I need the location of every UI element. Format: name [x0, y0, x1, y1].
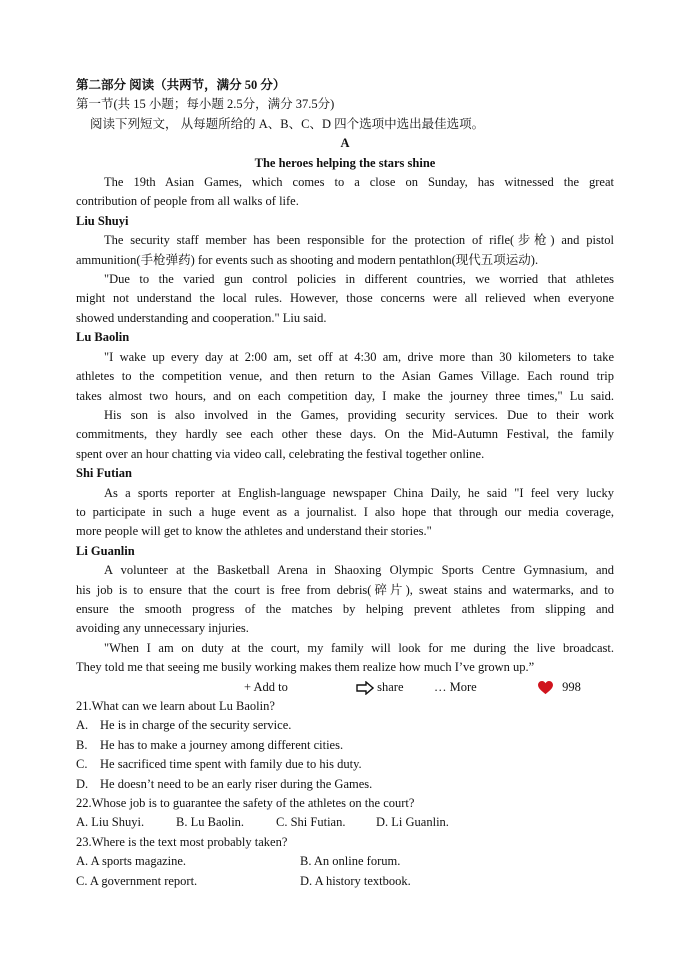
passage-title: The heroes helping the stars shine	[254, 155, 436, 170]
paragraph-line: commitments, they hardly see each other these days. On the Mid-Autumn Festival, the family	[76, 427, 614, 442]
more-button[interactable]: … More	[434, 679, 477, 694]
like-button[interactable]	[538, 678, 581, 697]
answer-option	[76, 872, 300, 891]
person-name: Liu Shuyi	[76, 213, 129, 228]
paragraph-line: The security staff member has been responsible for the protection of rifle(步枪) and pistol	[104, 233, 614, 248]
paragraph-line: "Due to the varied gun control policies in different countries, we worried that athletes	[104, 272, 614, 287]
passage-letter: A	[340, 136, 350, 151]
option-text: He has to make a journey among different cities.	[100, 737, 344, 752]
paragraph-line: "I wake up every day at 2:00 am, set off at 4:30 am, drive more than 30 kilometers to take	[104, 349, 614, 364]
exam-page	[76, 76, 614, 891]
answer-option	[176, 813, 276, 832]
option-key: D.	[376, 815, 389, 830]
option-key: C.	[76, 873, 88, 888]
paragraph-line: His son is also involved in the Games, providing security services. Due to their work	[104, 407, 614, 422]
option-text: Li Guanlin.	[391, 815, 449, 830]
intro-line: The 19th Asian Games, which comes to a close on Sunday, has witnessed the great	[104, 175, 614, 190]
answer-options-row	[76, 852, 614, 871]
option-key: B.	[176, 815, 188, 830]
option-key: D.	[300, 873, 313, 888]
paragraph-line: As a sports reporter at English-language newspaper China Daily, he said "I feel very lucky	[104, 485, 614, 500]
option-key: C.	[276, 815, 288, 830]
option-text: He sacrificed time spent with family due to his duty.	[100, 757, 362, 772]
answer-option	[276, 813, 376, 832]
share-arrow-icon	[356, 681, 374, 695]
option-text: An online forum.	[313, 854, 401, 869]
share-button[interactable]	[356, 678, 404, 697]
option-key: A.	[76, 854, 89, 869]
social-bar	[76, 678, 614, 697]
answer-option	[300, 852, 524, 871]
option-text: A history textbook.	[314, 873, 411, 888]
section-header: 第二部分 阅读（共两节，满分 50 分）	[76, 78, 286, 92]
option-key: C.	[76, 757, 88, 772]
person-name: Shi Futian	[76, 466, 132, 481]
share-label: share	[377, 679, 404, 694]
option-text: Liu Shuyi.	[91, 815, 145, 830]
person-name: Li Guanlin	[76, 543, 135, 558]
question-stem: 23.Where is the text most probably taken?	[76, 834, 288, 849]
instructions: 阅读下列短文， 从每题所给的 A、B、C、D 四个选项中选出最佳选项。	[90, 116, 485, 131]
answer-option	[76, 852, 300, 871]
paragraph-line: takes almost two hours, and on each competition day, I make the journey three times," Lu said.	[76, 388, 614, 403]
question-stem: 22.Whose job is to guarantee the safety of the athletes on the court?	[76, 796, 415, 811]
question-stem: 21.What can we learn about Lu Baolin?	[76, 698, 275, 713]
option-key: D.	[76, 776, 89, 791]
answer-option	[76, 775, 614, 794]
option-text: A government report.	[89, 873, 198, 888]
option-text: Lu Baolin.	[190, 815, 245, 830]
answer-option	[76, 813, 176, 832]
paragraph-line: showed understanding and cooperation." Liu said.	[76, 310, 327, 325]
answer-options-row	[76, 872, 614, 891]
option-key: A.	[76, 815, 89, 830]
answer-option	[76, 736, 614, 755]
option-text: He doesn’t need to be an early riser during the Games.	[100, 776, 373, 791]
answer-option	[76, 755, 614, 774]
paragraph-line: might not understand the local rules. However, those concerns were all relieved when everyone	[76, 291, 614, 306]
paragraph-line: "When I am on duty at the court, my family will look for me during the live broadcast.	[104, 640, 614, 655]
answer-option	[300, 872, 524, 891]
subsection-header: 第一节(共 15 小题；每小题 2.5分，满分 37.5分)	[76, 97, 335, 112]
paragraph-line: ensure the smooth progress of the matches by helping prevent athletes from slipping and	[76, 601, 614, 616]
paragraph-line: A volunteer at the Basketball Arena in Shaoxing Olympic Sports Centre Gymnasium, and	[104, 563, 614, 578]
add-to-button[interactable]: + Add to	[244, 679, 288, 694]
option-text: Shi Futian.	[290, 815, 346, 830]
paragraph-line: avoiding any unnecessary injuries.	[76, 621, 249, 636]
answer-options-row	[76, 813, 614, 832]
answer-option	[376, 813, 449, 832]
paragraph-line: more people will get to know the athletes and understand their stories."	[76, 524, 432, 539]
option-key: A.	[76, 718, 89, 733]
option-key: B.	[76, 737, 88, 752]
answer-option	[76, 716, 614, 735]
heart-icon	[538, 681, 553, 695]
paragraph-line: ammunition(手枪弹药) for events such as shooting and modern pentathlon(现代五项运动).	[76, 252, 539, 267]
person-name: Lu Baolin	[76, 330, 130, 345]
option-key: B.	[300, 854, 312, 869]
option-text: He is in charge of the security service.	[100, 718, 292, 733]
paragraph-line: They told me that seeing me busily working makes them realize how much I’ve grown up.”	[76, 660, 535, 675]
option-text: A sports magazine.	[90, 854, 187, 869]
paragraph-line: to participate in such a huge event as a journalist. I also hope that through our media coverage,	[76, 504, 614, 519]
paragraph-line: spent over an hour chatting via video call, celebrating the festival together online.	[76, 446, 485, 461]
intro-line: contribution of people from all walks of life.	[76, 194, 299, 209]
paragraph-line: his job is to ensure that the court is free from debris(碎片), sweat stains and watermarks, and to	[76, 582, 614, 597]
paragraph-line: athletes to the competition venue, and then return to the Asian Games Village. Each round trip	[76, 369, 614, 384]
like-count: 998	[562, 679, 581, 694]
